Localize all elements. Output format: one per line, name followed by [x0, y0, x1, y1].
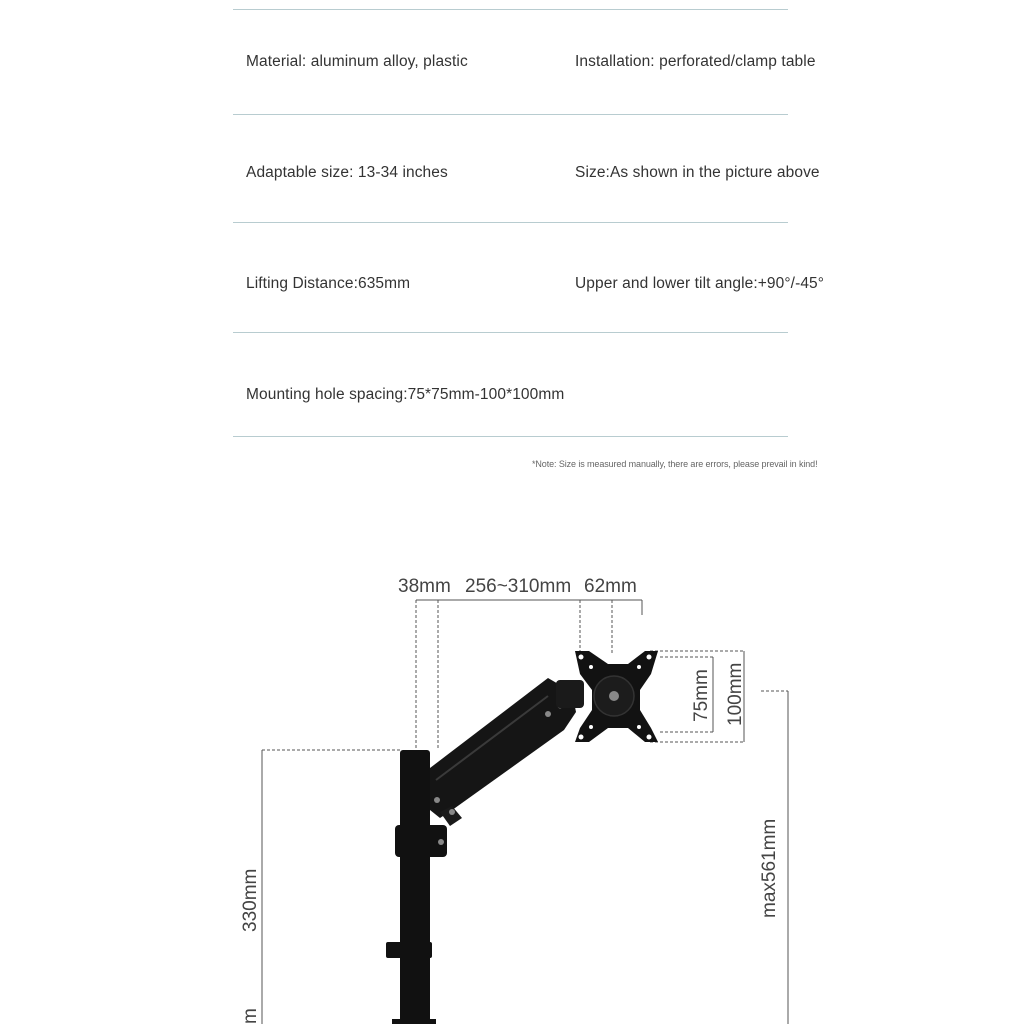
dim-cut-label: m	[240, 1008, 261, 1024]
divider	[233, 114, 788, 115]
divider	[233, 9, 788, 10]
dim-330mm: 330mm	[240, 868, 261, 932]
spec-installation: Installation: perforated/clamp table	[575, 53, 816, 70]
spec-material: Material: aluminum alloy, plastic	[246, 53, 468, 70]
spec-lifting-distance: Lifting Distance:635mm	[246, 275, 411, 292]
spec-tilt-angle: Upper and lower tilt angle:+90°/-45°	[575, 275, 825, 292]
dim-100mm: 100mm	[725, 662, 746, 726]
dimension-lines	[262, 600, 788, 1024]
dim-75mm: 75mm	[691, 669, 712, 722]
measurement-note: *Note: Size is measured manually, there are errors, please prevail in kind!	[532, 459, 818, 469]
divider	[233, 332, 788, 333]
spec-mounting-hole-spacing: Mounting hole spacing:75*75mm-100*100mm	[246, 386, 565, 403]
divider	[233, 436, 788, 437]
spec-size: Size:As shown in the picture above	[575, 164, 820, 181]
dim-62mm: 62mm	[584, 576, 637, 597]
divider	[233, 222, 788, 223]
dim-max561mm: max561mm	[759, 818, 780, 918]
dim-38mm: 38mm	[398, 576, 451, 597]
spec-adaptable-size: Adaptable size: 13-34 inches	[246, 164, 448, 181]
gas-spring-arm	[430, 678, 584, 826]
monitor-arm-diagram	[0, 480, 1024, 1024]
vesa-plate	[575, 651, 658, 742]
dim-arm-span: 256~310mm	[465, 576, 572, 597]
